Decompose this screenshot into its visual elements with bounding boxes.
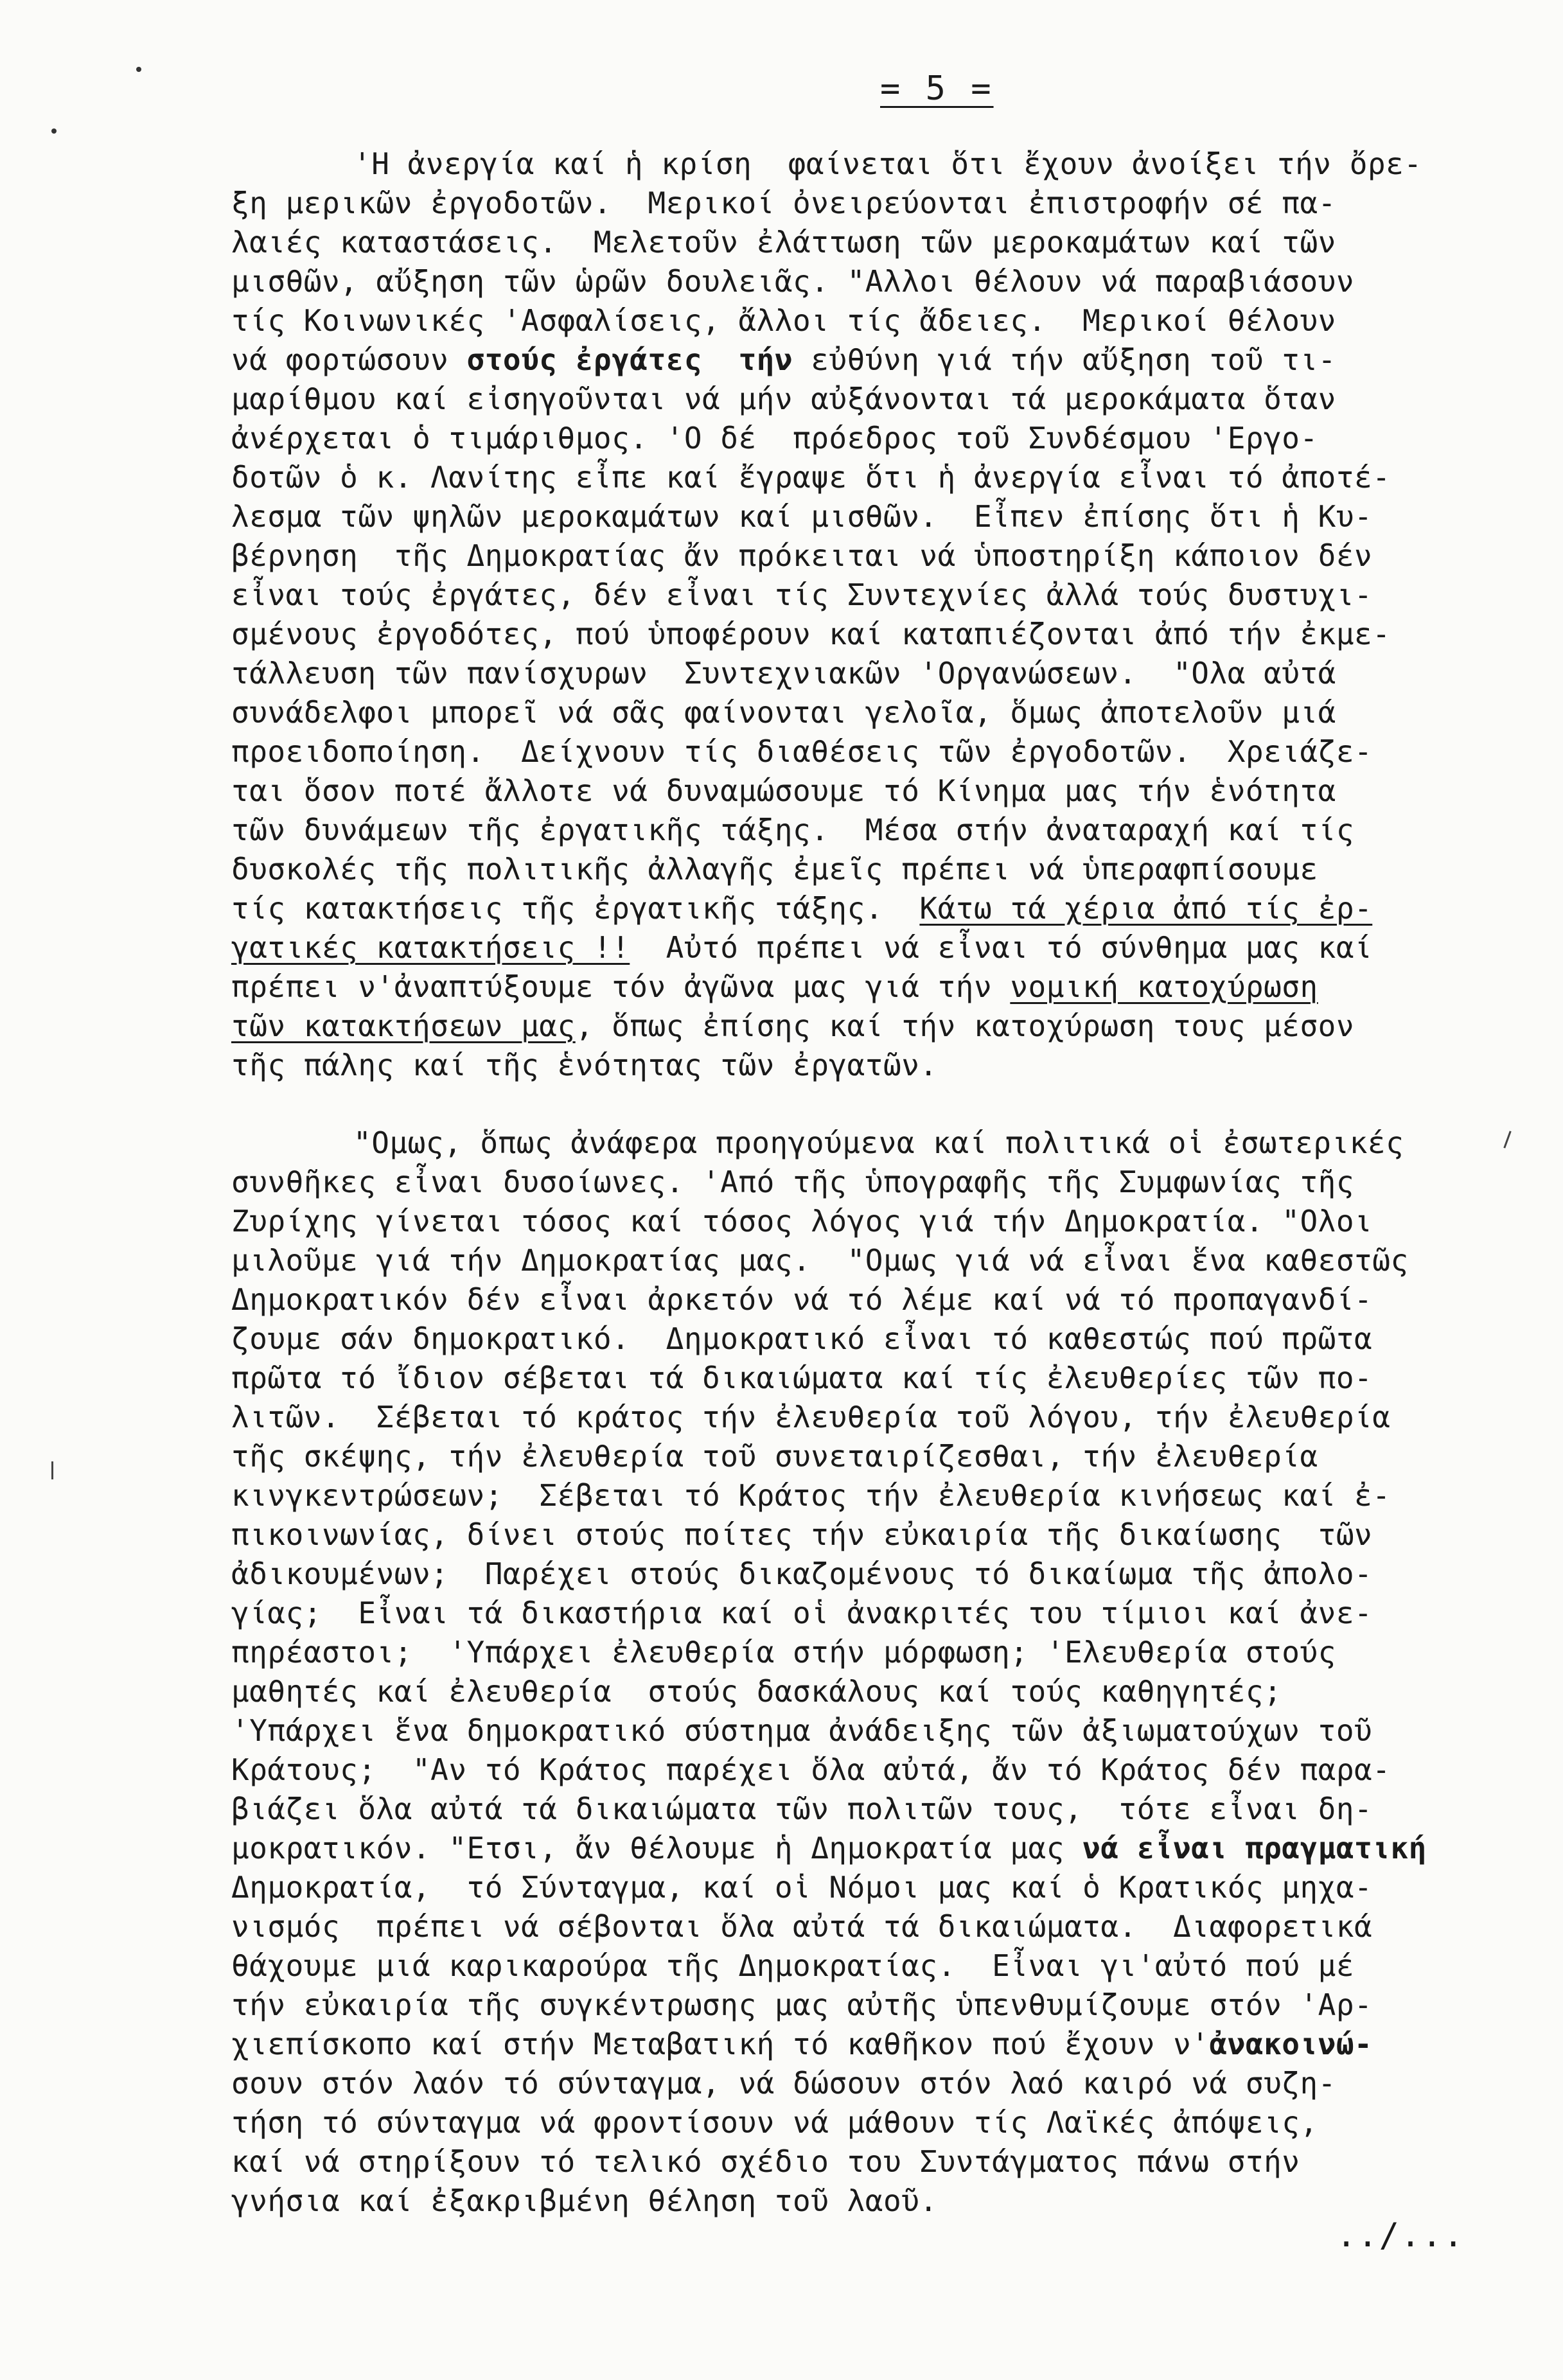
text-line: μαρίθμου καί εἰσηγοῦνται νά μήν αὐξάνονται τά μεροκάματα ὅταν [231,382,1336,416]
text-line: Κράτους; "Αν τό Κράτος παρέχει ὅλα αὐτά, ἄν τό Κράτος δέν παρα- [231,1752,1391,1787]
text-line: Ζυρίχης γίνεται τόσος καί τόσος λόγος γιά τήν Δημοκρατία. "Ολοι [231,1204,1373,1238]
text-line: χιεπίσκοπο καί στήν Μεταβατική τό καθῆκον πού ἔχουν ν'ἀνακοινώ- [231,2027,1373,2061]
text-line: ζουμε σάν δημοκρατικό. Δημοκρατικό εἶναι τό καθεστώς πού πρῶτα [231,1321,1373,1356]
text-line: πηρέαστοι; 'Υπάρχει ἐλευθερία στήν μόρφωση; 'Ελευθερία στούς [231,1635,1336,1670]
text-line: ται ὅσον ποτέ ἄλλοτε νά δυναμώσουμε τό Κίνημα μας τήν ἑνότητα [231,773,1336,808]
text-line: Δημοκρατικόν δέν εἶναι ἀρκετόν νά τό λέμε καί νά τό προπαγανδί- [231,1282,1373,1317]
text-line: βέρνηση τῆς Δημοκρατίας ἄν πρόκειται νά ὑποστηρίξη κάποιον δέν [231,538,1373,573]
text-line: νισμός πρέπει νά σέβονται ὅλα αὐτά τά δικαιώματα. Διαφορετικά [231,1909,1373,1944]
continuation-marker: ../... [1336,2216,1465,2255]
text-line: συνάδελφοι μπορεῖ νά σᾶς φαίνονται γελοῖα, ὅμως ἀποτελοῦν μιά [231,695,1336,730]
text-line: ξη μερικῶν ἐργοδοτῶν. Μερικοί ὀνειρεύονται ἐπιστροφήν σέ πα- [231,186,1336,220]
text-line: νά φορτώσουν στούς ἐργάτες τήν εὐθύνη γιά τήν αὔξηση τοῦ τι- [231,342,1336,377]
underlined-phrase: τῶν κατακτήσεων μας [231,1009,576,1043]
text-line: σμένους ἐργοδότες, πού ὑποφέρουν καί καταπιέζονται ἀπό τήν ἐκμε- [231,617,1391,651]
text-line: γατικές κατακτήσεις !! Αὐτό πρέπει νά εἶναι τό σύνθημα μας καί [231,930,1373,965]
text-line: τῶν δυνάμεων τῆς ἐργατικῆς τάξης. Μέσα στήν ἀναταραχή καί τίς [231,813,1355,847]
text-line: βιάζει ὅλα αὐτά τά δικαιώματα τῶν πολιτῶν τους, τότε εἶναι δη- [231,1792,1373,1826]
text-line: ἀνέρχεται ὁ τιμάριθμος. 'Ο δέ πρόεδρος τοῦ Συνδέσμου 'Εργο- [231,421,1318,455]
text-line: εἶναι τούς ἐργάτες, δέν εἶναι τίς Συντεχνίες ἀλλά τούς δυστυχι- [231,577,1373,612]
text-line: δυσκολές τῆς πολιτικῆς ἀλλαγῆς ἐμεῖς πρέπει νά ὑπεραφπίσουμε [231,852,1318,886]
page-number: = 5 = [880,69,994,108]
text-line: θάχουμε μιά καρικαρούρα τῆς Δημοκρατίας. Εἶναι γι'αὐτό πού μέ [231,1948,1355,1983]
text-line: μοκρατικόν. "Ετσι, ἄν θέλουμε ἡ Δημοκρατία μας νά εἶναι πραγματική [231,1831,1427,1865]
text-line: προειδοποίηση. Δείχνουν τίς διαθέσεις τῶν ἐργοδοτῶν. Χρειάζε- [231,734,1373,769]
text-line: καί νά στηρίξουν τό τελικό σχέδιο του Συντάγματος πάνω στήν [231,2144,1300,2179]
text-line: μαθητές καί ἐλευθερία στούς δασκάλους καί τούς καθηγητές; [231,1674,1282,1709]
underlined-phrase: νομική κατοχύρωση [1010,969,1318,1004]
text-line: πρέπει ν'ἀναπτύξουμε τόν ἀγῶνα μας γιά τήν νομική κατοχύρωση [231,969,1318,1004]
text-line: πρῶτα τό ἴδιον σέβεται τά δικαιώματα καί τίς ἐλευθερίες τῶν πο- [231,1361,1373,1395]
text-line: δοτῶν ὁ κ. Λανίτης εἶπε καί ἔγραψε ὅτι ἡ ἀνεργία εἶναι τό ἀποτέ- [231,460,1391,495]
document-body [231,145,1503,2221]
bold-phrase: τήν [738,342,793,377]
text-line: συνθῆκες εἶναι δυσοίωνες. 'Από τῆς ὑπογραφῆς τῆς Συμφωνίας τῆς [231,1165,1355,1199]
text-line: ἀδικουμένων; Παρέχει στούς δικαζομένους τό δικαίωμα τῆς ἀπολο- [231,1556,1373,1591]
underlined-phrase: Κάτω τά χέρια ἀπό τίς ἐρ- [919,891,1373,926]
text-line: τήση τό σύνταγμα νά φροντίσουν νά μάθουν τίς Λαϊκές ἀπόψεις, [231,2105,1318,2140]
bold-phrase: ἀνακοινώ- [1209,2027,1373,2061]
text-line: τίς Κοινωνικές 'Ασφαλίσεις, ἄλλοι τίς ἄδειες. Μερικοί θέλουν [231,303,1336,338]
text-line: τῆς πάλης καί τῆς ἑνότητας τῶν ἐργατῶν. [231,1048,938,1082]
paragraph-gap [231,1085,1503,1124]
text-line: Δημοκρατία, τό Σύνταγμα, καί οἱ Νόμοι μας καί ὁ Κρατικός μηχα- [231,1870,1373,1905]
text-line: 'Υπάρχει ἕνα δημοκρατικό σύστημα ἀνάδειξης τῶν ἀξιωματούχων τοῦ [231,1713,1373,1748]
text-line: γίας; Εἶναι τά δικαστήρια καί οἱ ἀνακριτές του τίμιοι καί ἀνε- [231,1596,1373,1630]
text-line: τίς κατακτήσεις τῆς ἐργατικῆς τάξης. Κάτω τά χέρια ἀπό τίς ἐρ- [231,891,1373,926]
margin-dot-upper [51,128,57,134]
text-line: λιτῶν. Σέβεται τό κράτος τήν ἐλευθερία τοῦ λόγου, τήν ἐλευθερία [231,1400,1391,1434]
text-line: μισθῶν, αὔξηση τῶν ὡρῶν δουλειᾶς. "Αλλοι θέλουν νά παραβιάσουν [231,264,1355,299]
text-line: κινγκεντρώσεων; Σέβεται τό Κράτος τήν ἐλευθερία κινήσεως καί ἐ- [231,1478,1391,1513]
text-line: λεσμα τῶν ψηλῶν μεροκαμάτων καί μισθῶν. Εἶπεν ἐπίσης ὅτι ἡ Κυ- [231,499,1373,534]
text-line: πικοινωνίας, δίνει στούς ποίτες τήν εὐκαιρία τῆς δικαίωσης τῶν [231,1517,1373,1552]
underlined-phrase: γατικές κατακτήσεις !! [231,930,630,965]
margin-dot-top [136,67,141,72]
text-line: λαιές καταστάσεις. Μελετοῦν ἐλάττωση τῶν μεροκαμάτων καί τῶν [231,225,1336,260]
text-line: γνήσια καί ἐξακριβμένη θέληση τοῦ λαοῦ. [231,2183,938,2218]
margin-tick-left [51,1461,53,1479]
text-line: τῆς σκέψης, τήν ἐλευθερία τοῦ συνεταιρίζεσθαι, τήν ἐλευθερία [231,1439,1318,1474]
text-line: 'Η ἀνεργία καί ἡ κρίση φαίνεται ὅτι ἔχουν ἀνοίξει τήν ὄρε- [353,146,1422,181]
text-line: τήν εὐκαιρία τῆς συγκέντρωσης μας αὐτῆς ὑπενθυμίζουμε στόν 'Αρ- [231,1988,1373,2022]
text-line: μιλοῦμε γιά τήν Δημοκρατίας μας. "Ομως γιά νά εἶναι ἕνα καθεστῶς [231,1243,1409,1278]
bold-phrase: νά εἶναι πραγματική [1082,1831,1427,1865]
margin-tick-right [1503,1131,1511,1148]
text-line: σουν στόν λαόν τό σύνταγμα, νά δώσουν στόν λαό καιρό νά συζη- [231,2066,1336,2101]
text-line: τῶν κατακτήσεων μας, ὅπως ἐπίσης καί τήν κατοχύρωση τους μέσον [231,1009,1355,1043]
text-line: "Ομως, ὅπως ἀνάφερα προηγούμενα καί πολιτικά οἱ ἐσωτερικές [353,1125,1404,1160]
bold-phrase: στούς ἐργάτες [466,342,703,377]
text-line: τάλλευση τῶν πανίσχυρων Συντεχνιακῶν 'Οργανώσεων. "Ολα αὐτά [231,656,1336,691]
